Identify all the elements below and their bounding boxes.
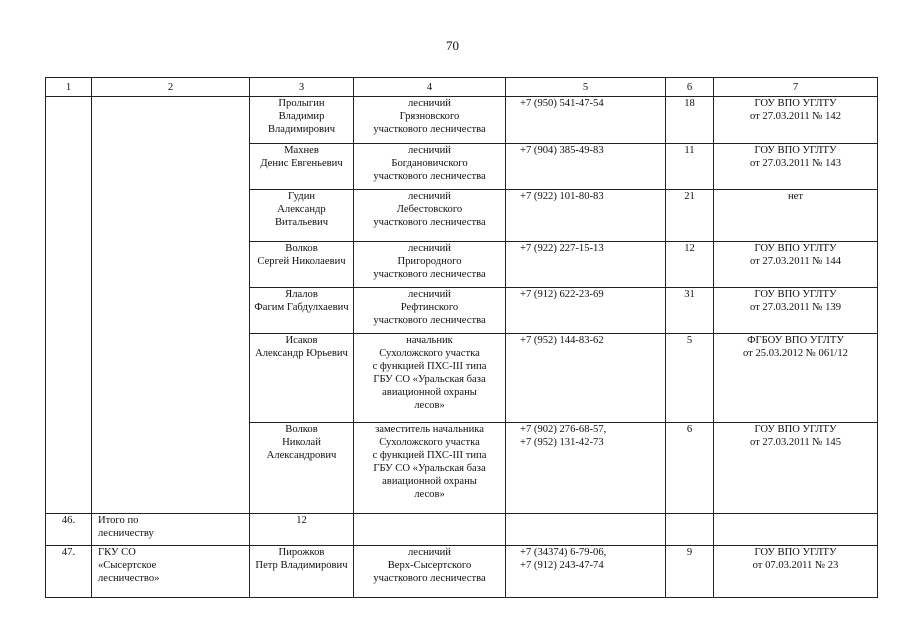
forestry-staff-table [45, 77, 878, 598]
page-number: 70 [446, 38, 459, 53]
employee-phone: +7 (922) 227-15-13 [506, 242, 666, 288]
column-header-1: 1 [46, 78, 92, 97]
employee-education: ГОУ ВПО УГЛТУ от 27.03.2011 № 145 [714, 423, 878, 514]
employee-name: Махнев Денис Евгеньевич [250, 144, 354, 190]
employee-count: 12 [666, 242, 714, 288]
column-header-3: 3 [250, 78, 354, 97]
employee-phone: +7 (902) 276-68-57, +7 (952) 131-42-73 [506, 423, 666, 514]
employee-name: Пролыгин Владимир Владимирович [250, 97, 354, 144]
employee-education: ГОУ ВПО УГЛТУ от 27.03.2011 № 143 [714, 144, 878, 190]
employee-name: Волков Николай Александрович [250, 423, 354, 514]
empty-cell [506, 514, 666, 546]
employee-name: Ялалов Фагим Габдулхаевич [250, 288, 354, 334]
column-header-2: 2 [92, 78, 250, 97]
employee-education: ГОУ ВПО УГЛТУ от 27.03.2011 № 142 [714, 97, 878, 144]
employee-education: нет [714, 190, 878, 242]
employee-count: 5 [666, 334, 714, 423]
employee-phone: +7 (922) 101-80-83 [506, 190, 666, 242]
employee-position: лесничий Пригородного участкового лесничества [354, 242, 506, 288]
table-header-row [46, 78, 878, 97]
employee-position: лесничий Верх-Сысертского участкового лесничества [354, 546, 506, 598]
employee-position: лесничий Грязновского участкового лесничества [354, 97, 506, 144]
employee-phone: +7 (904) 385-49-83 [506, 144, 666, 190]
column-header-4: 4 [354, 78, 506, 97]
organization-cell [92, 97, 250, 514]
employee-education: ГОУ ВПО УГЛТУ от 27.03.2011 № 144 [714, 242, 878, 288]
employee-count: 6 [666, 423, 714, 514]
employee-phone: +7 (34374) 6-79-06, +7 (912) 243-47-74 [506, 546, 666, 598]
column-header-5: 5 [506, 78, 666, 97]
total-label: Итого по лесничеству [92, 514, 250, 546]
table-row [46, 97, 878, 144]
employee-name: Исаков Александр Юрьевич [250, 334, 354, 423]
employee-phone: +7 (952) 144-83-62 [506, 334, 666, 423]
employee-position: лесничий Богдановичского участкового лесничества [354, 144, 506, 190]
employee-count: 18 [666, 97, 714, 144]
column-header-7: 7 [714, 78, 878, 97]
row-number-cell: 47. [46, 546, 92, 598]
employee-position: лесничий Рефтинского участкового лесничества [354, 288, 506, 334]
employee-count: 31 [666, 288, 714, 334]
employee-education: ГОУ ВПО УГЛТУ от 27.03.2011 № 139 [714, 288, 878, 334]
employee-position: лесничий Лебестовского участкового лесничества [354, 190, 506, 242]
employee-name: Гудин Александр Витальевич [250, 190, 354, 242]
total-row [46, 514, 878, 546]
empty-cell [666, 514, 714, 546]
organization-cell: ГКУ СО «Сысертское лесничество» [92, 546, 250, 598]
total-value: 12 [250, 514, 354, 546]
employee-phone: +7 (912) 622-23-69 [506, 288, 666, 334]
empty-cell [714, 514, 878, 546]
table-row [46, 546, 878, 598]
employee-name: Пирожков Петр Владимирович [250, 546, 354, 598]
employee-count: 21 [666, 190, 714, 242]
employee-phone: +7 (950) 541-47-54 [506, 97, 666, 144]
employee-education: ГОУ ВПО УГЛТУ от 07.03.2011 № 23 [714, 546, 878, 598]
empty-cell [354, 514, 506, 546]
employee-name: Волков Сергей Николаевич [250, 242, 354, 288]
employee-count: 11 [666, 144, 714, 190]
row-number-cell [46, 97, 92, 514]
employee-count: 9 [666, 546, 714, 598]
total-row-number: 46. [46, 514, 92, 546]
employee-position: заместитель начальника Сухоложского участка с функцией ПХС-III типа ГБУ СО «Уральская база авиационной охраны лесов» [354, 423, 506, 514]
column-header-6: 6 [666, 78, 714, 97]
employee-position: начальник Сухоложского участка с функцией ПХС-III типа ГБУ СО «Уральская база авиационной охраны лесов» [354, 334, 506, 423]
employee-education: ФГБОУ ВПО УГЛТУ от 25.03.2012 № 061/12 [714, 334, 878, 423]
